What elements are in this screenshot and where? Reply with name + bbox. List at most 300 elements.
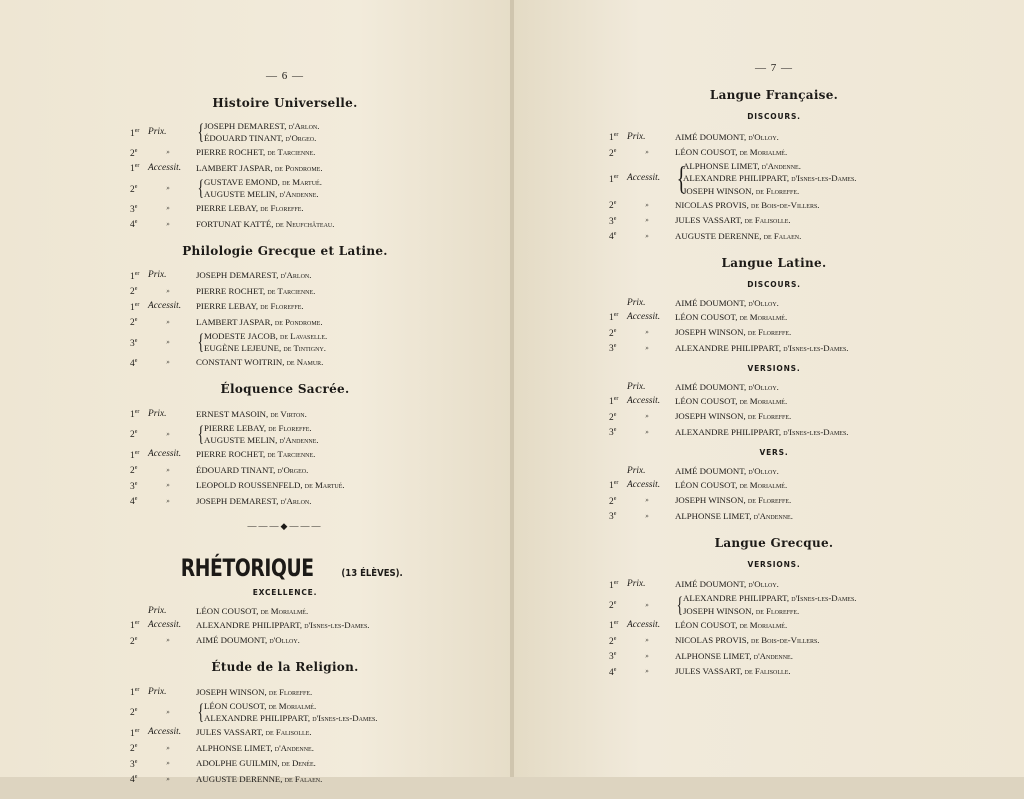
award-rank — [609, 129, 627, 145]
rank-number: 1 — [130, 164, 135, 175]
award-label: Accessit. — [148, 301, 182, 312]
award-rank — [609, 228, 627, 244]
award-rank — [130, 201, 148, 217]
student-name: ALEXANDRE PHILIPPART, d'Isnes-les-Dames. — [683, 593, 857, 604]
student-name: ALEXANDRE PHILIPPART, d'Isnes-les-Dames. — [196, 619, 370, 630]
award-names — [196, 408, 307, 420]
award-names — [204, 330, 327, 355]
rank-number: 2 — [130, 318, 135, 329]
award-row — [130, 700, 440, 725]
award-label: » — [166, 286, 170, 295]
rank-number: 4 — [609, 667, 614, 678]
award-rank — [130, 314, 148, 330]
rank-suffix: e — [613, 666, 617, 673]
award-names — [683, 160, 856, 197]
award-names — [204, 176, 322, 201]
student-name: LAMBERT JASPAR, de Pondrome. — [196, 316, 323, 327]
rank-number: 2 — [609, 148, 614, 159]
rank-suffix: e — [613, 215, 617, 222]
rank-number: 2 — [130, 744, 135, 755]
award-label: Accessit. — [627, 311, 661, 322]
rank-number: 1 — [130, 302, 135, 313]
student-name: ALPHONSE LIMET, d'Andenne. — [675, 650, 793, 661]
award-row — [130, 283, 440, 299]
award-rank — [130, 216, 148, 232]
award-row — [130, 422, 440, 447]
award-rank — [130, 447, 148, 463]
rank-number: 2 — [130, 636, 135, 647]
award-label: » — [166, 358, 170, 367]
student-name: ALPHONSE LIMET, d'Andenne. — [683, 161, 801, 172]
rank-number: 3 — [609, 512, 614, 523]
rank-suffix: er — [613, 132, 619, 138]
rank-number: 3 — [609, 216, 614, 227]
award-names — [196, 773, 322, 785]
student-name: ALEXANDRE PHILIPPART, d'Isnes-les-Dames. — [683, 173, 857, 184]
award-names — [196, 448, 315, 460]
award-label: » — [166, 743, 170, 752]
award-names — [675, 410, 791, 422]
award-rank — [609, 493, 627, 509]
award-label: » — [166, 148, 170, 157]
award-label: » — [645, 427, 649, 436]
student-name: ALPHONSE LIMET, d'Andenne. — [675, 510, 793, 521]
rank-number: 2 — [609, 496, 614, 507]
student-name: AIMÉ DOUMONT, d'Olloy. — [675, 465, 779, 476]
award-label: » — [645, 200, 649, 209]
award-row — [130, 160, 440, 176]
student-name: ALEXANDRE PHILIPPART, d'Isnes-les-Dames. — [675, 426, 849, 437]
rank-number: 3 — [130, 204, 135, 215]
award-label: » — [645, 600, 649, 609]
award-row — [130, 355, 440, 371]
award-rank — [130, 633, 148, 649]
rank-number: 2 — [609, 328, 614, 339]
rank-suffix: er — [134, 409, 140, 416]
student-name: JOSEPH DEMAREST, d'Arlon. — [204, 121, 320, 131]
rank-number: 1 — [609, 397, 614, 408]
award-label: » — [166, 317, 170, 326]
rank-number: 4 — [130, 497, 135, 508]
award-rank — [609, 340, 627, 356]
award-label: Prix. — [627, 465, 646, 476]
award-row — [130, 605, 440, 617]
student-name: ALEXANDRE PHILIPPART, d'Isnes-les-Dames. — [675, 342, 849, 353]
award-row — [609, 409, 939, 425]
rank-suffix: e — [134, 480, 138, 487]
award-row — [130, 268, 440, 284]
award-rank — [130, 355, 148, 371]
rank-suffix: e — [134, 429, 138, 436]
award-names — [675, 479, 787, 491]
student-name: AIMÉ DOUMONT, d'Olloy. — [196, 635, 300, 646]
award-names — [204, 422, 319, 447]
exercise-list — [609, 577, 939, 679]
award-rank — [609, 393, 627, 409]
award-label: » — [166, 636, 170, 645]
award-label: Prix. — [148, 686, 167, 697]
subject-title: Langue Française. — [709, 88, 839, 102]
rank-number: 2 — [130, 184, 135, 195]
award-row — [130, 725, 440, 741]
award-names — [196, 634, 300, 646]
award-label: » — [166, 184, 170, 193]
award-names — [675, 665, 791, 677]
award-row — [130, 740, 440, 756]
award-label: Accessit. — [148, 619, 182, 630]
student-name: JOSEPH WINSON, de Floreffe. — [675, 327, 792, 338]
student-name: JULES VASSART, de Falisolle. — [675, 666, 791, 677]
student-name: LÉON COUSOT, de Morialmé. — [675, 619, 788, 630]
award-label: » — [645, 231, 649, 240]
student-name: LÉON COUSOT, de Morialmé. — [675, 395, 788, 406]
rank-number: 2 — [130, 148, 135, 159]
award-row — [609, 393, 939, 409]
award-row — [609, 477, 939, 493]
rank-suffix: e — [134, 203, 138, 210]
page-number: — 6 — — [266, 70, 304, 82]
student-name: AIMÉ DOUMONT, d'Olloy. — [675, 381, 779, 392]
award-label: Accessit. — [148, 162, 182, 173]
award-row — [609, 648, 939, 664]
award-label: Prix. — [148, 605, 167, 616]
award-label: » — [645, 343, 649, 352]
award-rank — [609, 197, 627, 213]
rank-number: 3 — [130, 481, 135, 492]
rank-suffix: e — [134, 219, 138, 226]
award-row — [130, 201, 440, 217]
left-page-content — [130, 70, 440, 799]
award-names — [675, 510, 793, 522]
award-label: » — [645, 636, 649, 645]
student-name: JOSEPH DEMAREST, d'Arlon. — [196, 270, 312, 281]
subject-section — [130, 382, 440, 508]
award-label: Prix. — [148, 408, 167, 419]
rank-suffix: e — [613, 411, 617, 418]
student-name: PIERRE ROCHET, de Tarcienne. — [196, 147, 316, 158]
award-label: » — [645, 216, 649, 225]
award-rank — [609, 648, 627, 664]
award-label: » — [166, 774, 170, 783]
student-name: PIERRE ROCHET, de Tarcienne. — [196, 285, 316, 296]
award-label: » — [645, 496, 649, 505]
award-names — [675, 465, 779, 477]
award-rank — [609, 424, 627, 440]
rank-suffix: e — [134, 465, 138, 472]
award-rank — [130, 771, 148, 787]
rank-number: 2 — [130, 430, 135, 441]
rank-number: 1 — [130, 688, 135, 699]
rank-suffix: e — [134, 147, 138, 154]
award-label: » — [166, 429, 170, 438]
brace-icon: { — [676, 160, 687, 197]
rank-suffix: er — [613, 312, 619, 319]
student-name: PIERRE LEBAY, de Floreffe. — [204, 422, 312, 433]
rank-suffix: e — [134, 707, 138, 714]
award-names — [675, 131, 779, 143]
award-names — [196, 146, 315, 158]
rank-number: 1 — [609, 581, 614, 591]
award-rank — [609, 508, 627, 524]
award-row — [609, 381, 939, 393]
rank-number: 2 — [130, 287, 135, 298]
rank-suffix: er — [134, 687, 140, 694]
award-row — [609, 465, 939, 477]
exercise-title: VERSIONS. — [747, 363, 801, 373]
award-row — [609, 228, 939, 244]
subject-title: Langue Grecque. — [714, 535, 834, 550]
award-names — [196, 726, 312, 738]
award-label: » — [166, 759, 170, 768]
award-label: » — [166, 496, 170, 505]
award-names — [204, 700, 377, 725]
student-name: JOSEPH WINSON, de Floreffe. — [683, 185, 800, 196]
religion-title: Étude de la Religion. — [211, 660, 359, 675]
award-rank — [130, 740, 148, 756]
award-names — [196, 218, 334, 230]
subject-section — [130, 96, 440, 232]
award-row — [130, 299, 440, 315]
subject-section — [609, 88, 939, 244]
award-names — [196, 269, 311, 281]
award-names — [196, 202, 304, 214]
award-row — [130, 314, 440, 330]
subject-section — [609, 256, 939, 524]
student-name: ALEXANDRE PHILIPPART, d'Isnes-les-Dames. — [204, 713, 378, 724]
rank-suffix: er — [134, 270, 140, 277]
award-rank — [130, 478, 148, 494]
rank-number: 1 — [130, 450, 135, 461]
excellence-list — [130, 605, 440, 648]
award-rank — [130, 406, 148, 422]
rank-number: 4 — [609, 232, 614, 243]
award-names — [196, 464, 308, 476]
rank-number: 1 — [609, 313, 614, 324]
rank-suffix: e — [613, 651, 617, 658]
student-name: NICOLAS PROVIS, de Bois-de-Villers. — [675, 199, 820, 210]
award-label: » — [166, 707, 170, 716]
award-row — [609, 309, 939, 325]
award-names — [196, 162, 323, 174]
rank-suffix: er — [613, 620, 619, 627]
award-rank — [609, 617, 627, 633]
award-row — [609, 424, 939, 440]
award-names — [683, 592, 856, 617]
student-name: PIERRE ROCHET, de Tarcienne. — [196, 449, 316, 460]
award-names — [675, 634, 819, 646]
award-rank — [609, 664, 627, 680]
right-sections — [609, 88, 939, 679]
rank-suffix: er — [134, 127, 140, 134]
award-row — [609, 145, 939, 161]
award-row — [609, 664, 939, 680]
award-row — [609, 493, 939, 509]
award-rank — [609, 309, 627, 325]
award-rank — [609, 477, 627, 493]
student-name: JULES VASSART, de Falisolle. — [196, 727, 312, 738]
award-names — [196, 285, 315, 297]
student-name: JOSEPH WINSON, de Floreffe. — [675, 495, 792, 506]
award-label: » — [645, 328, 649, 337]
award-row — [609, 129, 939, 145]
exercise-list — [609, 381, 939, 440]
rank-number: 2 — [609, 412, 614, 423]
student-name: JULES VASSART, de Falisolle. — [675, 215, 791, 226]
student-name: LÉON COUSOT, de Morialmé. — [196, 605, 309, 616]
rank-suffix: er — [134, 727, 140, 734]
award-label: » — [645, 148, 649, 157]
award-row — [609, 592, 939, 617]
rank-suffix: e — [134, 357, 138, 364]
award-rank — [130, 160, 148, 176]
award-names — [675, 578, 779, 590]
rhetorique-count: (13 ÉLÈVES). — [341, 567, 403, 579]
student-name: NICOLAS PROVIS, de Bois-de-Villers. — [675, 635, 820, 646]
award-names — [196, 356, 323, 368]
left-page — [0, 0, 512, 786]
rank-number: 3 — [130, 759, 135, 770]
award-label: Prix. — [627, 381, 646, 392]
brace-icon: { — [197, 699, 204, 725]
exercise-list — [609, 465, 939, 524]
award-rank — [609, 213, 627, 229]
rank-suffix: e — [134, 774, 138, 781]
award-label: » — [166, 338, 170, 347]
award-label: » — [166, 481, 170, 490]
rank-suffix: er — [134, 163, 140, 170]
exercise-title: VERSIONS. — [747, 559, 801, 569]
award-row — [609, 577, 939, 593]
rank-suffix: e — [134, 758, 138, 765]
student-name: GUSTAVE EMOND, de Martué. — [204, 176, 322, 187]
award-names — [196, 316, 323, 328]
rank-suffix: e — [134, 496, 138, 503]
rank-suffix: er — [134, 301, 140, 308]
student-name: ÉDOUARD TINANT, d'Orgeo. — [196, 464, 309, 475]
right-page-content — [609, 62, 939, 691]
student-name: FORTUNAT KATTÉ, de Neufchâteau. — [196, 218, 335, 229]
award-row — [609, 633, 939, 649]
award-row — [130, 756, 440, 772]
award-row — [130, 478, 440, 494]
award-names — [196, 757, 316, 769]
award-names — [675, 494, 791, 506]
award-rank — [609, 633, 627, 649]
student-name: LÉON COUSOT, de Morialmé. — [675, 479, 788, 490]
subject-title: Histoire Universelle. — [212, 96, 358, 110]
excellence-title: EXCELLENCE. — [252, 587, 318, 597]
student-name: AIMÉ DOUMONT, d'Olloy. — [675, 297, 779, 308]
student-name: LÉON COUSOT, de Morialmé. — [675, 147, 788, 158]
exercise-title: DISCOURS. — [747, 279, 801, 289]
award-names — [675, 146, 787, 158]
rank-suffix: e — [613, 511, 617, 518]
left-sections — [130, 96, 440, 509]
rank-suffix: e — [134, 337, 138, 344]
award-names — [675, 326, 791, 338]
rank-number: 2 — [130, 466, 135, 477]
award-rank — [130, 335, 148, 351]
award-rank — [130, 181, 148, 197]
brace-icon: { — [197, 329, 204, 355]
subject-section — [609, 536, 939, 679]
rank-suffix: e — [613, 231, 617, 238]
award-label: » — [645, 651, 649, 660]
exercise-title: DISCOURS. — [747, 112, 801, 121]
award-rank — [609, 577, 627, 593]
student-name: PIERRE LEBAY, de Floreffe. — [196, 203, 304, 214]
ornament-divider: ———◆——— — [247, 520, 323, 531]
award-rank — [130, 725, 148, 741]
rank-number: 1 — [130, 271, 135, 282]
rank-suffix: er — [134, 449, 140, 456]
rank-suffix: e — [613, 343, 617, 350]
award-label: Accessit. — [627, 395, 661, 406]
rhetorique-heading — [130, 554, 440, 582]
rank-number: 1 — [609, 175, 614, 186]
student-name: JOSEPH DEMAREST, d'Arlon. — [196, 495, 312, 506]
subject-title: Langue Latine. — [721, 255, 827, 270]
award-row — [130, 330, 440, 355]
award-rank — [609, 409, 627, 425]
rank-number: 3 — [609, 652, 614, 663]
rank-number: 2 — [609, 201, 614, 212]
rank-suffix: e — [613, 200, 617, 207]
award-rank — [130, 426, 148, 442]
award-names — [675, 619, 787, 631]
student-name: EUGÈNE LEJEUNE, de Tintigny. — [204, 343, 327, 354]
award-row — [609, 340, 939, 356]
exercise-list — [609, 129, 939, 244]
award-row — [130, 176, 440, 201]
award-row — [130, 462, 440, 478]
award-rank — [130, 299, 148, 315]
rank-number: 2 — [130, 708, 135, 719]
award-row — [130, 771, 440, 787]
award-label: » — [645, 667, 649, 676]
student-name: ERNEST MASOIN, de Virton. — [196, 408, 307, 419]
award-label: Prix. — [148, 270, 167, 281]
rank-suffix: er — [613, 480, 619, 487]
award-label: » — [645, 412, 649, 421]
award-row — [609, 197, 939, 213]
rank-number: 1 — [130, 621, 135, 632]
award-label: Accessit. — [627, 173, 661, 184]
brace-icon: { — [197, 175, 204, 201]
student-name: CONSTANT WOITRIN, de Namur. — [196, 357, 324, 368]
student-name: JOSEPH WINSON, de Floreffe. — [196, 686, 313, 697]
award-rank — [130, 125, 148, 141]
rank-suffix: e — [134, 743, 138, 750]
award-names — [196, 742, 314, 754]
award-names — [196, 479, 345, 491]
student-name: LEOPOLD ROUSSENFELD, de Martué. — [196, 480, 345, 491]
award-row — [130, 633, 440, 649]
student-name: AIMÉ DOUMONT, d'Olloy. — [675, 579, 779, 590]
brace-icon: { — [197, 421, 204, 447]
award-label: Prix. — [627, 297, 646, 308]
award-rank — [609, 171, 627, 187]
rank-suffix: e — [134, 286, 138, 293]
page-number: — 7 — — [755, 62, 793, 74]
rank-suffix: er — [134, 620, 140, 627]
award-names — [675, 650, 793, 662]
award-row — [609, 508, 939, 524]
rank-number: 3 — [609, 428, 614, 439]
award-names — [675, 381, 779, 393]
student-name: ADOLPHE GUILMIN, de Denée. — [196, 758, 316, 769]
award-names — [675, 311, 787, 323]
